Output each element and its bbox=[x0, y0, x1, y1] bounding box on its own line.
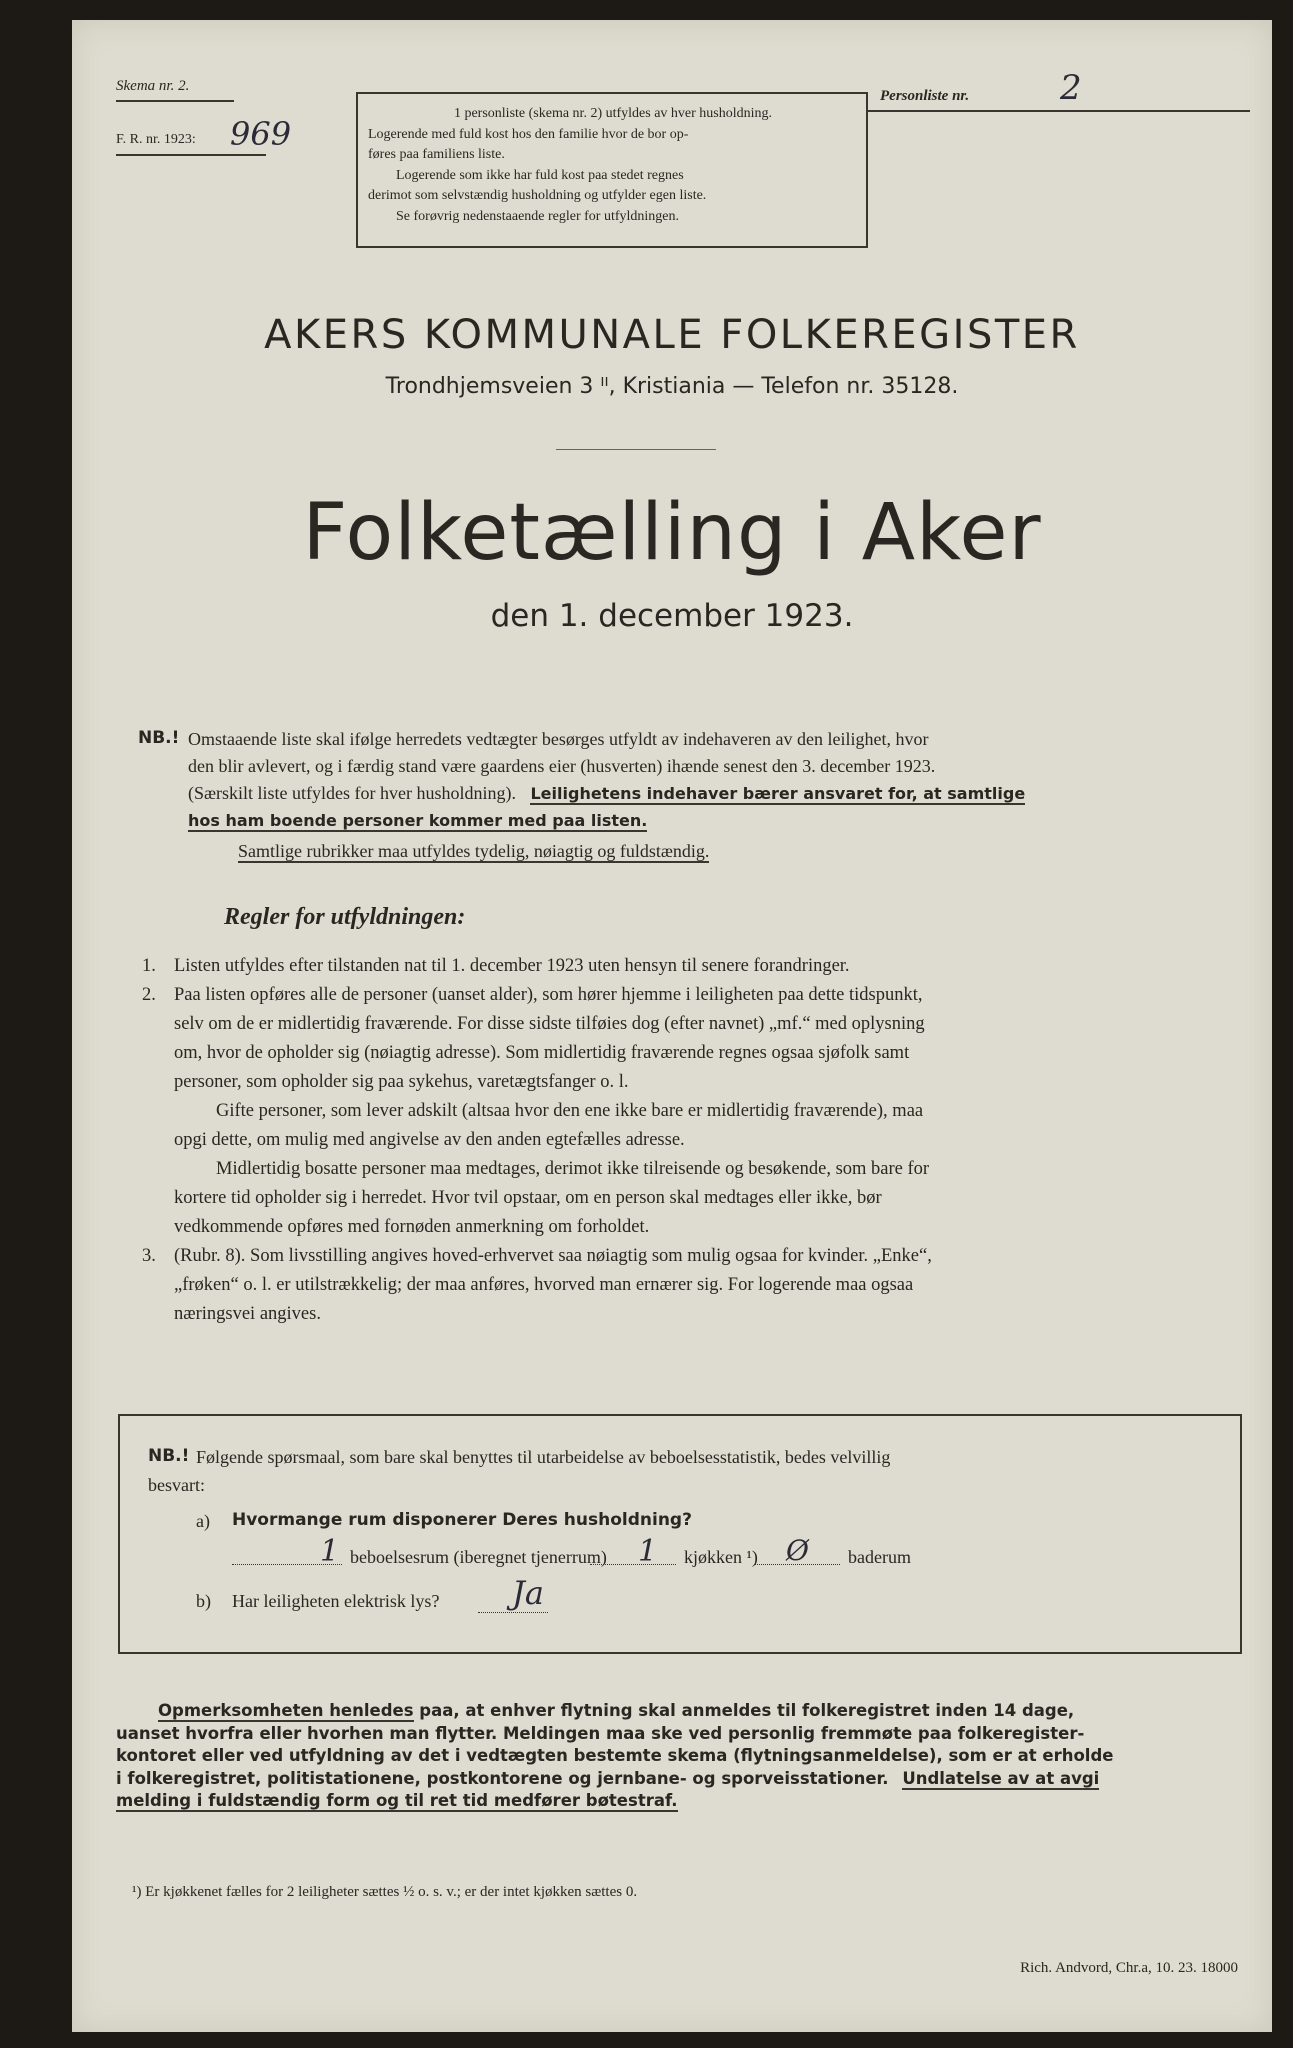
box-line: Se forøvrig nedenstaaende regler for utfyldningen. bbox=[396, 208, 680, 224]
rule-number: 2. bbox=[142, 985, 156, 1005]
rules-heading: Regler for utfyldningen: bbox=[224, 904, 466, 930]
moving-notice-emphasis: Undlatelse av at avgi bbox=[902, 1768, 1100, 1788]
rule-2-line: Midlertidig bosatte personer maa medtages, derimot ikke tilreisende og besøkende, som bare for bbox=[216, 1159, 930, 1179]
housing-intro-line: Følgende spørsmaal, som bare skal benyttes til utarbeidelse av beboelsesstatistik, bedes velvillig bbox=[196, 1447, 891, 1467]
instructions-box bbox=[356, 92, 868, 248]
skema-underline bbox=[116, 100, 234, 102]
main-title: Folketælling i Aker bbox=[302, 488, 1042, 578]
nb-responsibility-text: hos ham boende personer kommer med paa listen. bbox=[188, 811, 648, 830]
rule-2-line: selv om de er midlertidig fraværende. For disse sidste tilføies dog (efter navnet) „mf.“ med oplysning bbox=[174, 1014, 925, 1034]
bath-dotted-line bbox=[754, 1564, 840, 1565]
rule-number: 3. bbox=[142, 1246, 156, 1266]
electric-dotted-line bbox=[478, 1612, 548, 1613]
moving-notice-emphasis: melding i fuldstændig form og til ret tid medfører bøtestraf. bbox=[116, 1791, 678, 1810]
question-b-label: b) bbox=[196, 1591, 211, 1611]
moving-notice bbox=[116, 1700, 1236, 1813]
rooms-dotted-line bbox=[232, 1564, 342, 1565]
fr-number-label: F. R. nr. 1923: bbox=[116, 132, 196, 147]
footnote: ¹) Er kjøkkenet fælles for 2 leiligheter sættes ½ o. s. v.; er der intet kjøkken sættes 0. bbox=[132, 1884, 638, 1900]
kitchen-label: kjøkken ¹) bbox=[684, 1547, 758, 1567]
box-line: 1 personliste (skema nr. 2) utfyldes av hver husholdning. bbox=[453, 106, 773, 121]
bath-label: baderum bbox=[848, 1547, 911, 1567]
box-line: føres paa familiens liste. bbox=[368, 147, 505, 162]
rule-3-line: (Rubr. 8). Som livsstilling angives hoved-erhvervet saa nøiagtig som mulig ogsaa for kvinder. „Enke“, bbox=[174, 1246, 932, 1266]
fr-number-handwritten: 969 bbox=[230, 115, 292, 153]
organization-address: Trondhjemsveien 3 ᴵᴵ, Kristiania — Telefon nr. 35128. bbox=[385, 374, 959, 399]
question-a-label: a) bbox=[196, 1511, 210, 1531]
rule-1-text: Listen utfyldes efter tilstanden nat til 1. december 1923 uten hensyn til senere forandringer. bbox=[174, 956, 850, 976]
title-divider bbox=[556, 449, 716, 450]
box-line: Logerende som ikke har fuld kost paa stedet regnes bbox=[396, 167, 684, 183]
census-form-page bbox=[72, 20, 1272, 2032]
nb-responsibility-text: Leilighetens indehaver bærer ansvaret for, at samtlige bbox=[530, 784, 1026, 803]
nb-notice-1 bbox=[188, 726, 1188, 865]
housing-intro bbox=[196, 1444, 1216, 1471]
fr-underline bbox=[116, 154, 266, 156]
nb-line: Omstaaende liste skal ifølge herredets vedtægter besørges utfyldt av indehaveren av den leilighet, hvor bbox=[188, 729, 929, 749]
printer-imprint: Rich. Andvord, Chr.a, 10. 23. 18000 bbox=[1020, 1960, 1238, 1976]
rule-3-line: „frøken“ o. l. er utilstrækkelig; der maa anføres, hvorved man ernærer sig. For logerende maa ogsaa bbox=[174, 1275, 914, 1295]
rooms-label: beboelsesrum (iberegnet tjenerrum) bbox=[350, 1547, 607, 1567]
moving-notice-line: paa, at enhver flytning skal anmeldes til folkeregistret inden 14 dage, bbox=[419, 1701, 1075, 1720]
moving-notice-line: kontoret eller ved utfyldning av det i vedtægten bestemte skema (flytningsanmeldelse), som er at erholde bbox=[116, 1746, 1114, 1765]
box-line: Logerende med fuld kost hos den familie hvor de bor op- bbox=[368, 126, 689, 142]
rule-2-line: om, hvor de opholder sig (nøiagtig adresse). Som midlertidig fraværende regnes ogsaa sjøfolk samt bbox=[174, 1043, 910, 1063]
rule-2-line: kortere tid opholder sig i herredet. Hvor tvil opstaar, om en person skal medtages eller ikke, bør bbox=[174, 1188, 882, 1208]
rule-2-line: opgi dette, om mulig med angivelse av den anden egtefælles adresse. bbox=[174, 1130, 685, 1150]
moving-notice-line: uanset hvorfra eller hvorhen man flytter. Meldingen maa ske ved personlig fremmøte paa folkeregister- bbox=[116, 1723, 1085, 1743]
moving-notice-emphasis: Opmerksomheten henledes bbox=[158, 1701, 414, 1720]
rule-2-line: personer, som opholder sig paa sykehus, varetægtsfanger o. l. bbox=[174, 1072, 629, 1092]
personliste-underline bbox=[868, 110, 1250, 112]
personliste-number-handwritten: 2 bbox=[1060, 68, 1082, 108]
electric-light-answer-handwritten: Ja bbox=[512, 1574, 544, 1612]
bath-value-handwritten: Ø bbox=[786, 1534, 809, 1567]
kitchen-value-handwritten: 1 bbox=[638, 1534, 658, 1569]
rule-number: 1. bbox=[142, 956, 156, 976]
rule-2-line: vedkommende opføres med fornøden anmerkning om forholdet. bbox=[174, 1217, 650, 1237]
box-line: derimot som selvstændig husholdning og utfylder egen liste. bbox=[368, 188, 707, 203]
census-date: den 1. december 1923. bbox=[490, 598, 854, 634]
housing-intro-line: besvart: bbox=[148, 1475, 205, 1495]
question-b-text: Har leiligheten elektrisk lys? bbox=[232, 1591, 440, 1611]
nb-line: (Særskilt liste utfyldes for hver husholdning). bbox=[188, 783, 516, 803]
moving-notice-line: i folkeregistret, politistationene, postkontorene og jernbane- og sporveisstationer. bbox=[116, 1768, 889, 1788]
skema-label: Skema nr. 2. bbox=[116, 78, 190, 94]
rooms-value-handwritten: 1 bbox=[320, 1534, 340, 1569]
nb-label: NB.! bbox=[138, 728, 180, 748]
personliste-label: Personliste nr. bbox=[880, 88, 970, 104]
rules-section bbox=[142, 952, 1202, 1329]
rule-2-line: Gifte personer, som lever adskilt (altsaa hvor den ene ikke bare er midlertidig fraværende), maa bbox=[216, 1101, 924, 1121]
rule-3-line: næringsvei angives. bbox=[174, 1304, 321, 1324]
rule-2-line: Paa listen opføres alle de personer (uanset alder), som hører hjemme i leiligheten paa dette tidspunkt, bbox=[174, 985, 923, 1005]
question-a-text: Hvormange rum disponerer Deres husholdning? bbox=[232, 1510, 692, 1530]
nb-label: NB.! bbox=[148, 1446, 190, 1466]
nb-line: den blir avlevert, og i færdig stand være gaardens eier (husverten) ihænde senest den 3. december 1923. bbox=[188, 756, 936, 776]
organization-title: AKERS KOMMUNALE FOLKEREGISTER bbox=[264, 312, 1080, 358]
kitchen-dotted-line bbox=[590, 1564, 676, 1565]
housing-statistics-box bbox=[118, 1414, 1242, 1654]
nb-fill-instruction: Samtlige rubrikker maa utfyldes tydelig, nøiagtig og fuldstændig. bbox=[238, 841, 710, 861]
